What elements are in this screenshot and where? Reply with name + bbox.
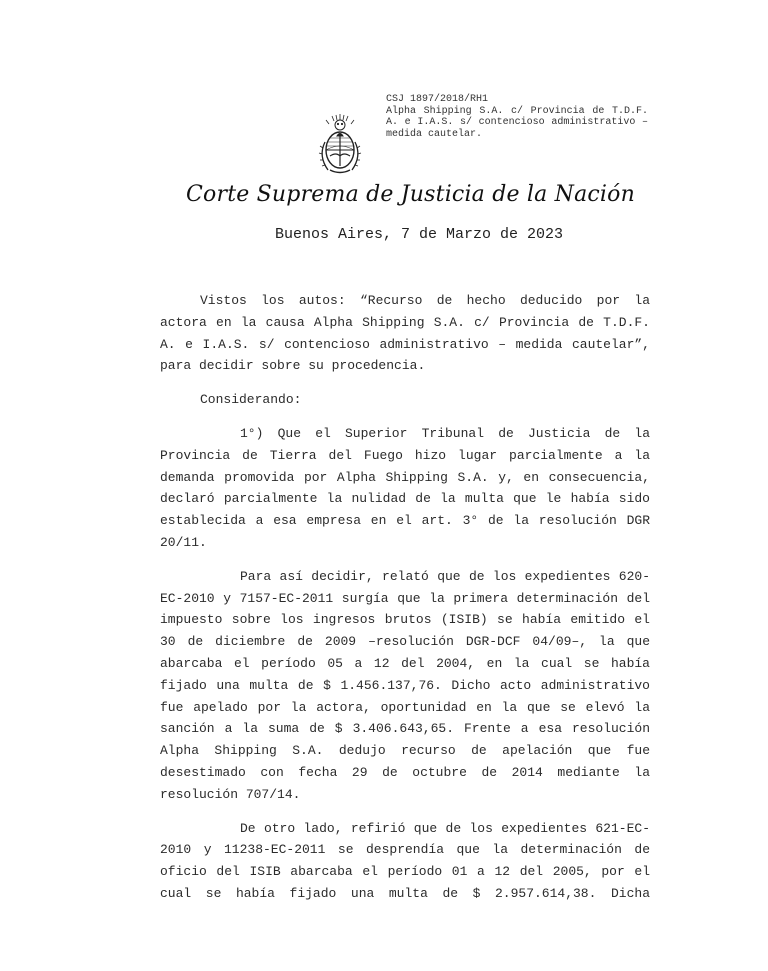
case-number: CSJ 1897/2018/RH1 [386, 94, 489, 105]
national-coat-of-arms-icon [316, 112, 364, 178]
paragraph-considerando: Considerando: [200, 392, 302, 408]
date-line: Buenos Aires, 7 de Marzo de 2023 [275, 226, 564, 243]
court-title: Corte Suprema de Justicia de la Nación [186, 182, 635, 207]
paragraph-vistos: Vistos los autos: “Recurso de hecho deducido por la actora en la causa Alpha Shipping S.A. c/ Provincia de T.D.F. A. e I.A.S. s/ contencioso administrativo – medida cautelar”, para decidir sobre su procedencia. [160, 293, 650, 374]
paragraph-3: De otro lado, refirió que de los expedientes 621-EC-2010 y 11238-EC-2011 se desprendía que la determinación de oficio del ISIB abarcaba el período 01 a 12 del 2005, por el cual se había fijado una multa de $ 2.957.614,38. Dicha [160, 820, 650, 901]
case-caption [386, 94, 648, 140]
document-body [160, 290, 650, 905]
case-title: Alpha Shipping S.A. c/ Provincia de T.D.F. A. e I.A.S. s/ contencioso administrativo – medida cautelar. [386, 105, 648, 140]
paragraph-1: 1°) Que el Superior Tribunal de Justicia de la Provincia de Tierra del Fuego hizo lugar parcialmente a la demanda promovida por Alpha Shipping S.A. y, en consecuencia, declaró parcialmente la nulidad de la multa que le había sido establecida a esa empresa en el art. 3° de la resolución DGR 20/11. [160, 425, 650, 550]
paragraph-2: Para así decidir, relató que de los expedientes 620-EC-2010 y 7157-EC-2011 surgía que la primera determinación del impuesto sobre los ingresos brutos (ISIB) se había emitido el 30 de diciembre de 2009 –resolución DGR-DCF 04/09–, la que abarcaba el período 05 a 12 del 2004, en la cual se había fijado una multa de $ 1.456.137,76. Dicho acto administrativo fue apelado por la actora, oportunidad en la que se elevó la sanción a la suma de $ 3.406.643,65. Frente a esa resolución Alpha Shipping S.A. dedujo recurso de apelación que fue desestimado con fecha 29 de octubre de 2014 mediante la resolución 707/14. [160, 568, 650, 802]
